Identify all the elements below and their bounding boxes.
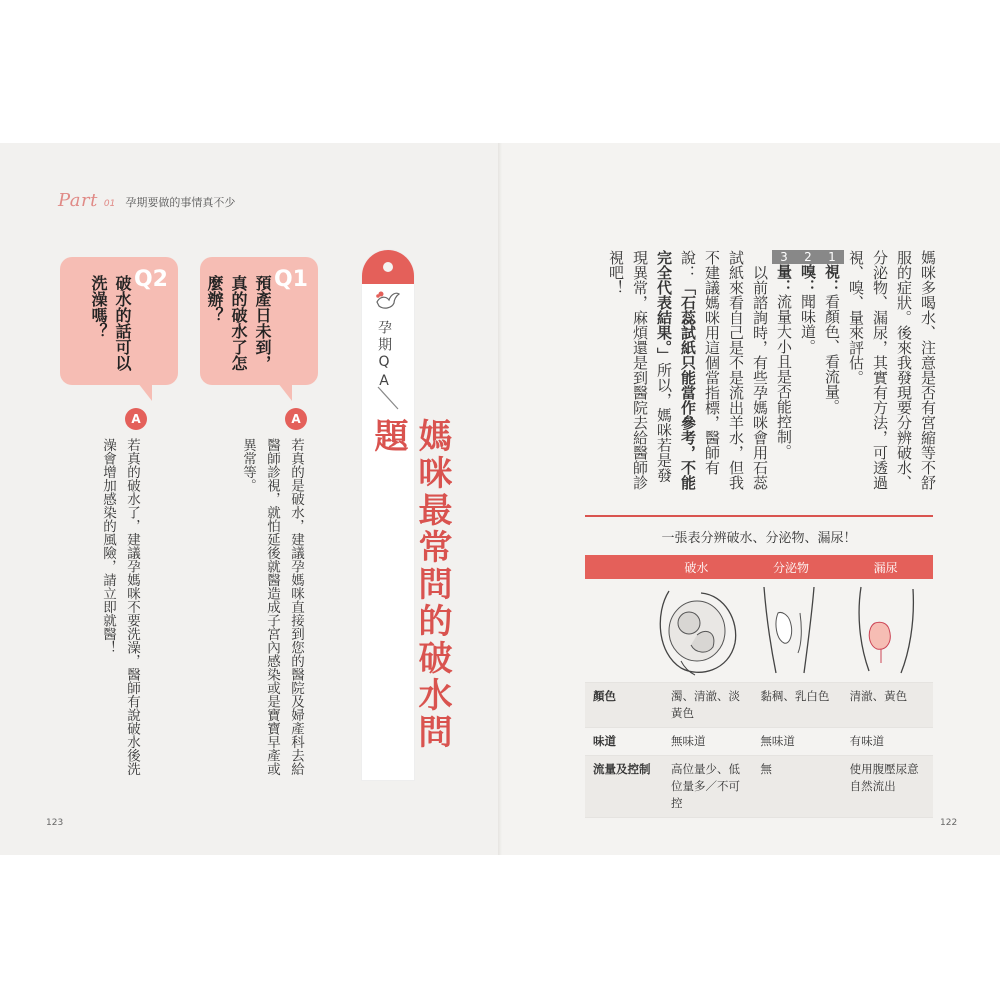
question-text: 破水的話可以洗澡嗎？ xyxy=(89,275,132,371)
intro-paragraph: 媽咪多喝水、注意是否有宮縮等不舒服的症狀。後來我發現要分辨破水、分泌物、漏尿，其實有方法，可透過視、嗅、量來評估。 xyxy=(847,250,937,490)
number-badge: 1 xyxy=(820,250,844,264)
pregnant-womb-illustration xyxy=(651,583,741,678)
slash-divider xyxy=(376,385,400,411)
table-cell: 清澈、黃色 xyxy=(849,689,908,703)
qa-title: 媽咪最常問的破水問題 xyxy=(368,418,452,751)
bladder-illustration xyxy=(851,583,921,678)
item-text: 看顏色、看流量。 xyxy=(823,294,841,414)
illustration-cell xyxy=(838,579,933,682)
item-key: 量： xyxy=(775,264,793,294)
item-key: 視： xyxy=(823,264,841,294)
second-paragraph xyxy=(604,250,772,495)
part-number: 01 xyxy=(103,199,116,209)
table-cell: 濁、清澈、淡黃色 xyxy=(671,689,740,720)
illustration-cell xyxy=(649,579,744,682)
item-key: 嗅： xyxy=(799,264,817,294)
list-item xyxy=(820,250,844,495)
answer-badge: A xyxy=(125,408,147,430)
header-cell: 分泌物 xyxy=(773,560,810,575)
answer-text: 若真的破水了，建議孕媽咪不要洗澡，醫師有說破水後洗澡會增加感染的風險，請立即就醫！ xyxy=(100,438,140,776)
table-cell: 無 xyxy=(760,762,772,776)
item-text: 聞味道。 xyxy=(799,294,817,354)
illustration-cell xyxy=(744,579,839,682)
bird-icon xyxy=(374,288,402,314)
row-header: 流量及控制 xyxy=(593,762,651,776)
table-cell: 使用腹壓尿意自然流出 xyxy=(849,762,919,793)
question-label: Q2 xyxy=(133,267,168,292)
qa-tab xyxy=(362,250,452,780)
question-text: 預產日未到，真的破水了怎麼辦？ xyxy=(205,275,272,371)
number-badge: 3 xyxy=(772,250,796,264)
answer-text: 若真的是破水，建議孕媽咪直接到您的醫院及婦產科去給醫師診視，就怕延後就醫造成子宮內感染或是寶寶早產或異常等。 xyxy=(240,438,304,776)
table-cell: 無味道 xyxy=(671,734,706,748)
table-cell: 有味道 xyxy=(849,734,885,748)
number-badge: 2 xyxy=(796,250,820,264)
illustration-row xyxy=(585,579,933,683)
tab-hole xyxy=(383,262,393,272)
qa-label: 孕期QA xyxy=(376,320,392,392)
book-spine xyxy=(498,143,502,855)
table-row xyxy=(585,683,933,728)
question-label: Q1 xyxy=(273,267,308,292)
answer-badge: A xyxy=(285,408,307,430)
para-bold: 「石蕊試紙只能當作參考，不能完全代表結果。」 xyxy=(655,250,697,490)
page-number-right: 122 xyxy=(940,818,958,828)
para-text: 以前諮詢時，有些孕媽咪會用石蕊試紙來看自己是不是流出羊水，但我不建議媽咪用這個當指標，醫師有說： xyxy=(679,250,769,490)
list-item xyxy=(772,250,796,495)
question-bubble-2 xyxy=(60,257,178,385)
row-header: 味道 xyxy=(593,734,616,748)
chapter-header xyxy=(58,190,235,211)
table-title: 一張表分辨破水、分泌物、漏尿！ xyxy=(661,531,857,546)
part-script: Part xyxy=(58,190,98,211)
table-cell: 高位量少、低位量多／不可控 xyxy=(671,762,740,810)
row-header: 顏色 xyxy=(593,689,616,703)
header-cell: 漏尿 xyxy=(873,560,898,575)
para-text: 所以，媽咪若是發現異常，麻煩還是到醫院去給醫師診視吧！ xyxy=(607,250,673,490)
header-cell: 破水 xyxy=(684,560,709,575)
table-header xyxy=(585,555,933,579)
illustration-blank xyxy=(585,579,649,682)
body-text xyxy=(560,250,940,495)
item-text: 流量大小且是否能控制。 xyxy=(775,294,793,459)
chapter-title: 孕期要做的事情真不少 xyxy=(125,196,236,209)
list-item xyxy=(796,250,820,495)
table-row xyxy=(585,756,933,818)
table-row xyxy=(585,728,933,756)
comparison-table xyxy=(585,515,933,818)
table-cell: 黏稠、乳白色 xyxy=(760,689,830,703)
table-cell: 無味道 xyxy=(760,734,795,748)
vaginal-discharge-illustration xyxy=(756,583,826,678)
question-bubble-1 xyxy=(200,257,318,385)
page-number-left: 123 xyxy=(46,818,64,828)
